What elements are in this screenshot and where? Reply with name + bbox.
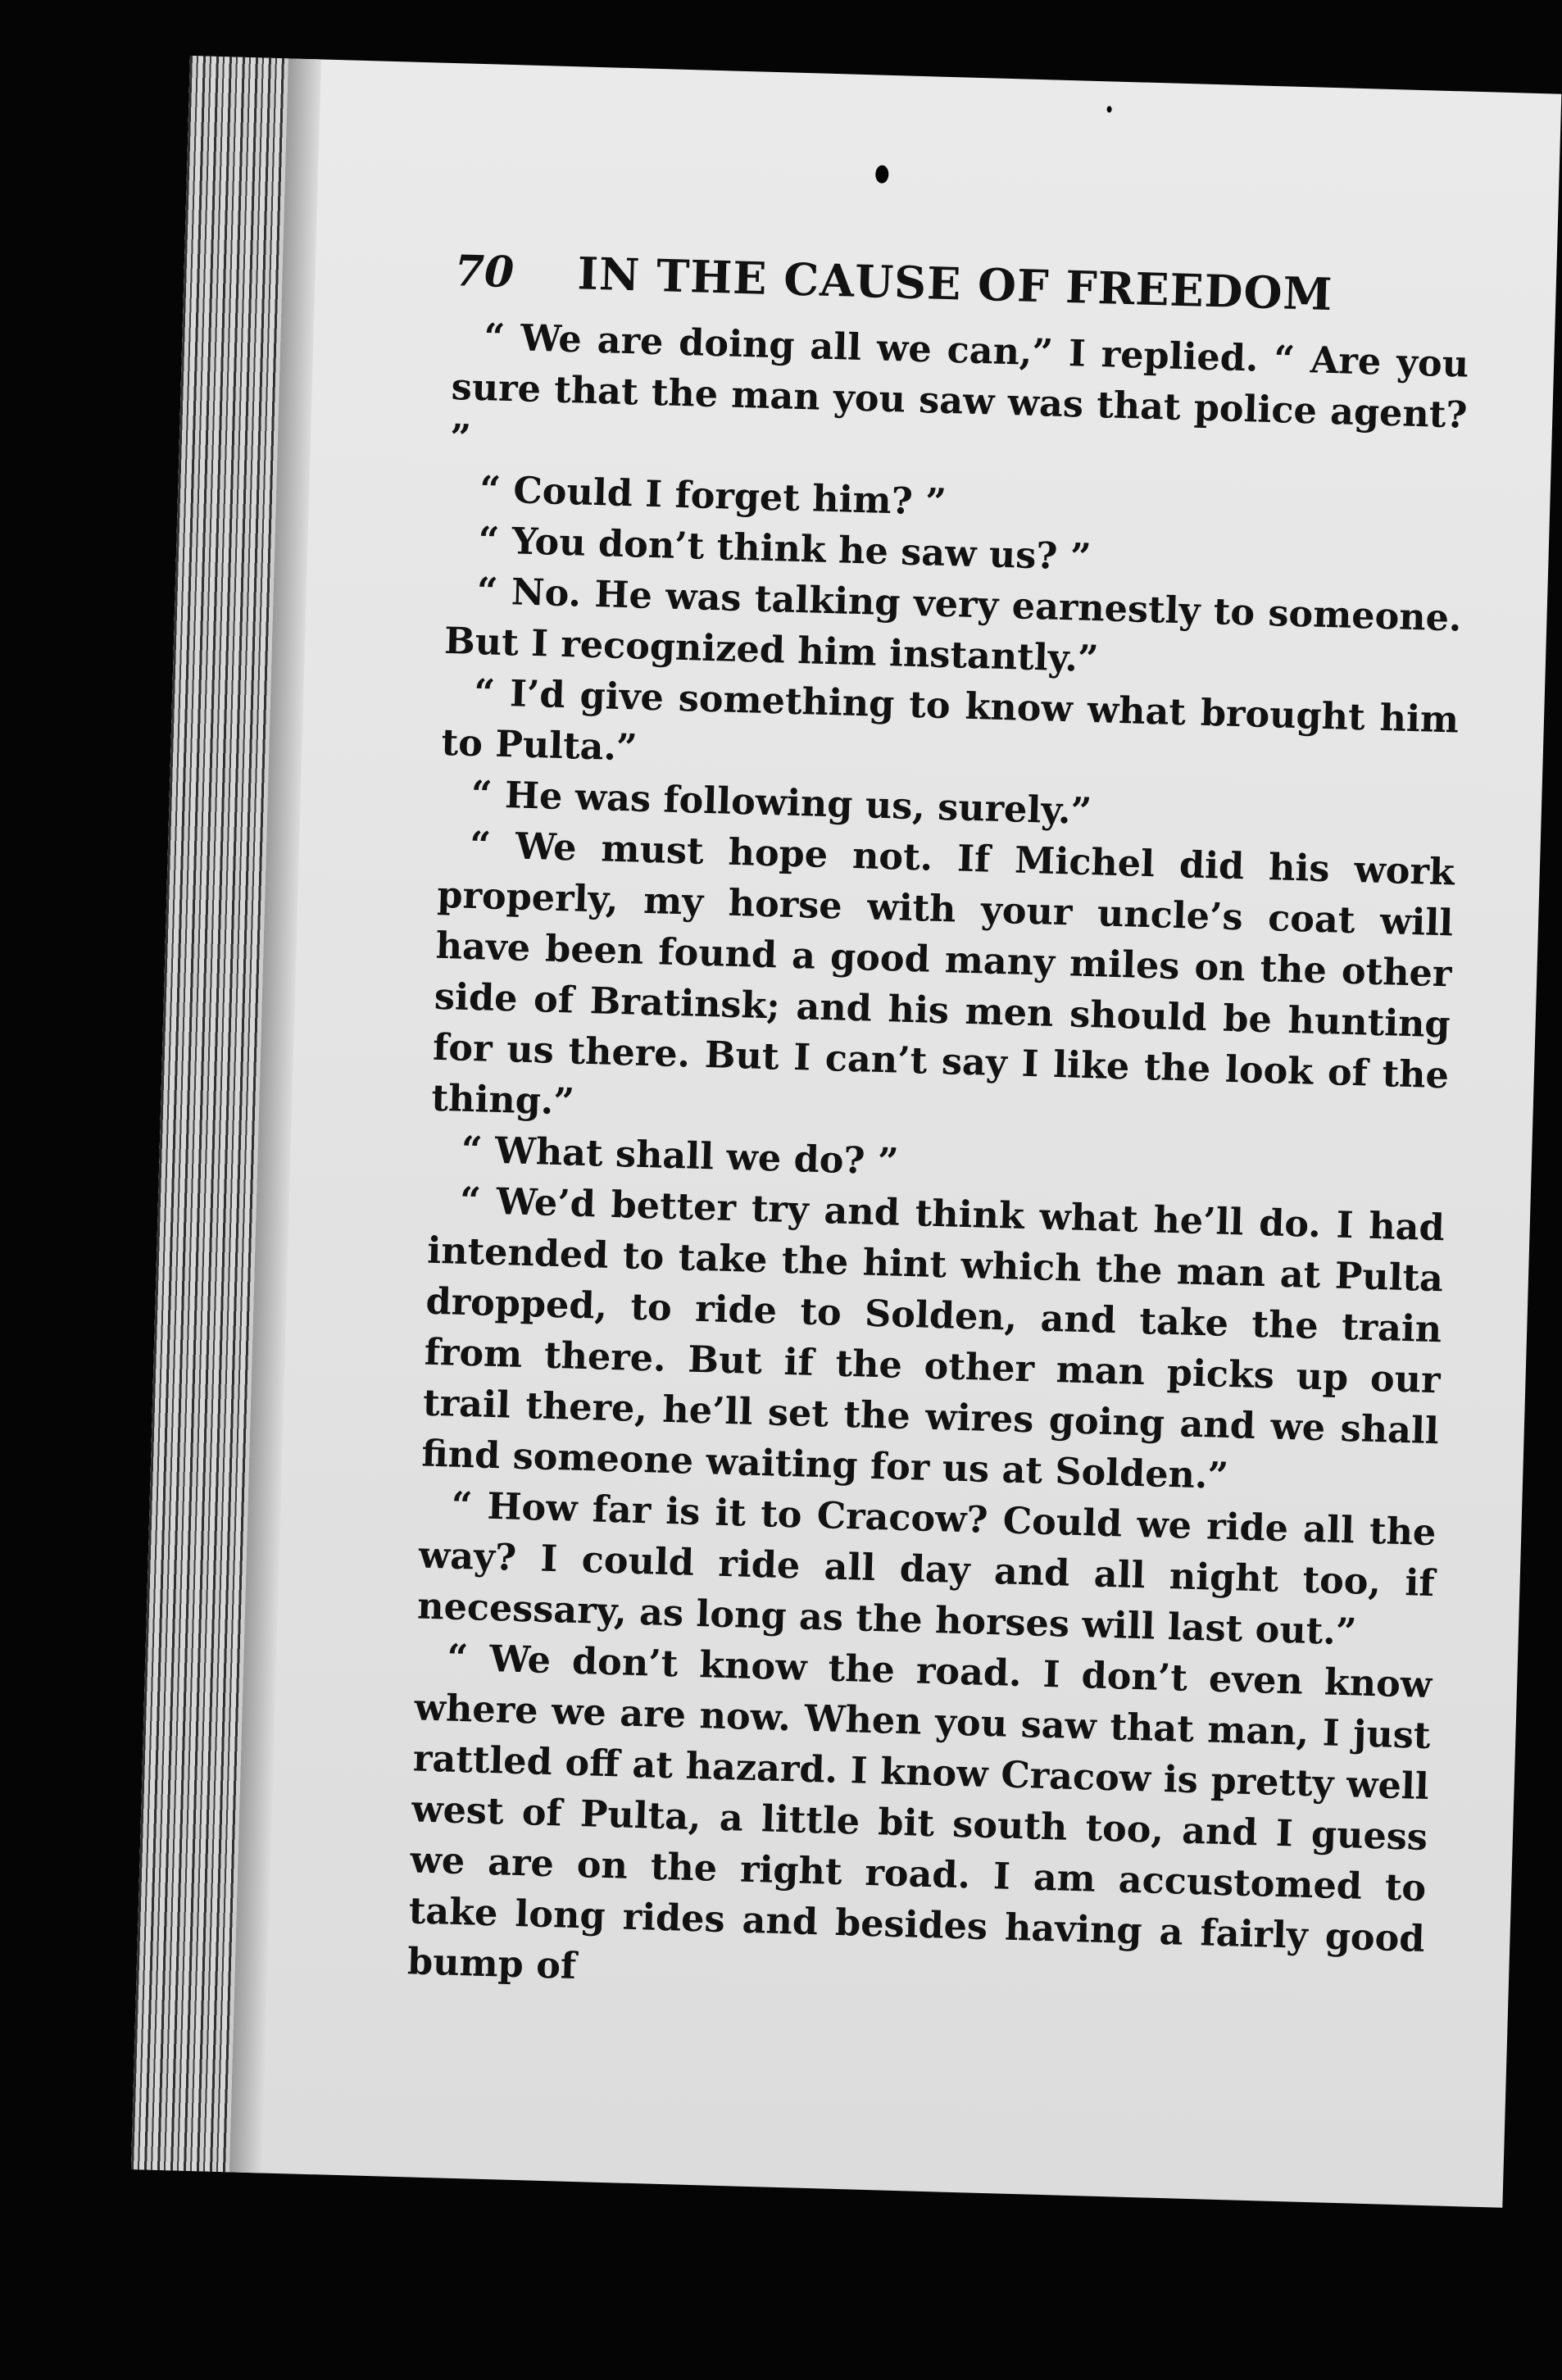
ink-speck: [1107, 106, 1112, 112]
book-page-sheet: [131, 56, 1561, 2208]
paragraph: “ What shall we do? ”: [461, 1128, 900, 1183]
running-head: [454, 243, 1471, 325]
page-content: [406, 243, 1471, 2015]
running-title: IN THE CAUSE OF FREEDOM: [576, 247, 1334, 321]
paragraph: “ How far is it to Cracow? Could we ride all the way? I could ride all day and all night too, if necessary, as long as the horses will last out.”: [416, 1483, 1437, 1654]
paragraph: “ I’d give something to know what brought him to Pulta.”: [440, 670, 1460, 770]
paragraph: “ We’d better try and think what he’ll do. I had intended to take the hint which the man at Pulta dropped, to ride to Solden, and take the train from there. But if the other man picks up our trail there, he’ll set the wires going and we shall find someone waiting for us at Solden.”: [420, 1179, 1446, 1498]
paragraph: “ We must hope not. If Michel did his work properly, my horse with your uncle’s coat will have been found a good many miles on the other side of Bratinsk; and his men should be hunting for us there. But I can’t say I like the look of the thing.”: [430, 823, 1455, 1124]
paragraph: “ He was following us, surely.”: [470, 772, 1092, 833]
paragraph: “ We are doing all we can,” I replied. “ Are you sure that the man you saw was that police agent? ”: [449, 316, 1469, 460]
paragraph: “ You don’t think he saw us? ”: [477, 519, 1092, 579]
paragraph: “ Could I forget him? ”: [479, 468, 947, 524]
paragraph: “ No. He was talking very earnestly to someone. But I recognized him instantly.”: [443, 570, 1463, 681]
ink-speck: [875, 165, 889, 183]
page-number: 70: [453, 246, 515, 298]
paragraph: “ We don’t know the road. I don’t even know where we are now. When you saw that man, I just rattled off at hazard. I know Cracow is pretty well west of Pulta, a little bit south too, and I guess we are on the right road. I am accustomed to take long rides and besides having a fairly good bump of: [406, 1636, 1433, 1988]
